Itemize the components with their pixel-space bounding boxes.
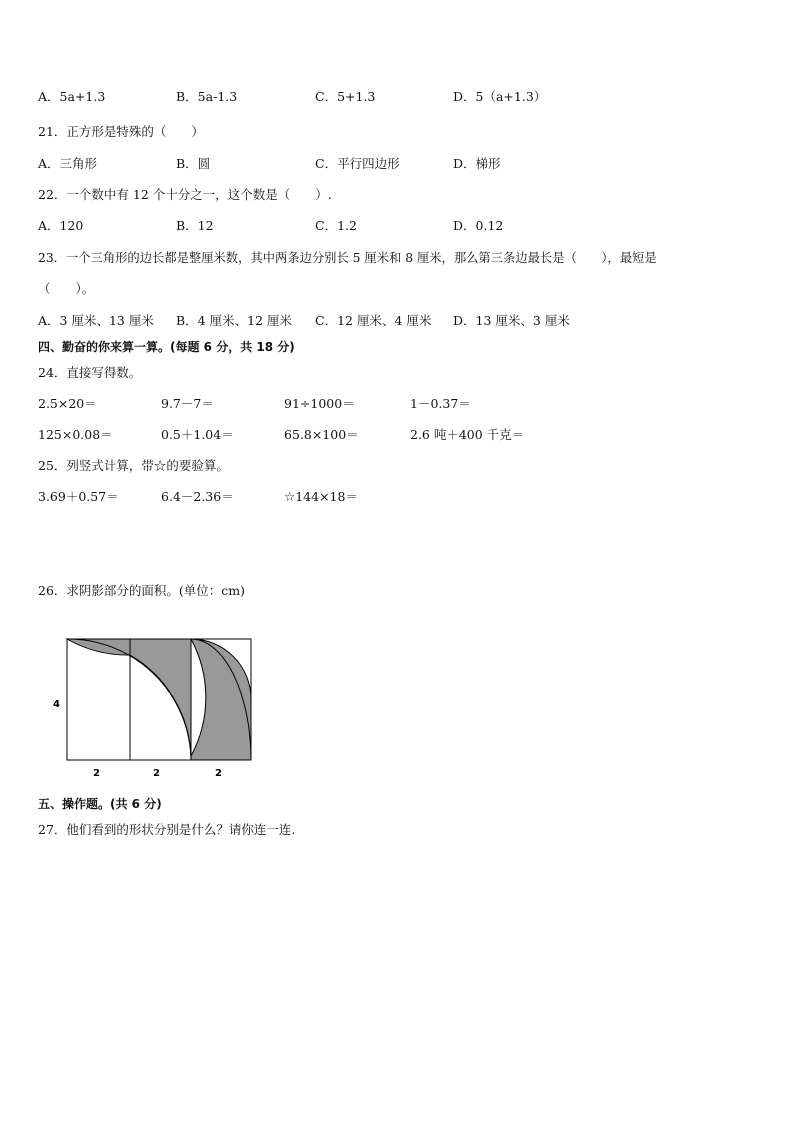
q25-item: ☆144×18＝ <box>284 489 358 504</box>
q21-option-a: A．三角形 <box>38 156 98 171</box>
section5-title: 五、操作题。(共 6 分) <box>38 797 162 811</box>
q20-option-d: D．5（a+1.3） <box>453 89 547 104</box>
q24-item: 65.8×100＝ <box>284 427 359 442</box>
q25-item: 3.69＋0.57＝ <box>38 489 119 504</box>
width-label: 2 <box>215 768 222 779</box>
q24-item: 91÷1000＝ <box>284 396 355 411</box>
q21-option-b: B．圆 <box>176 156 211 171</box>
q22-option-b: B．12 <box>176 218 214 233</box>
q21-stem: 21．正方形是特殊的（ ） <box>38 124 204 139</box>
shaded-region <box>130 639 191 756</box>
shaded-region <box>191 639 251 760</box>
q23-option-a: A．3 厘米、13 厘米 <box>38 313 154 328</box>
q24-stem: 24．直接写得数。 <box>38 365 142 380</box>
q27-stem: 27．他们看到的形状分别是什么？请你连一连. <box>38 822 296 837</box>
q22-option-c: C．1.2 <box>315 218 357 233</box>
section4-title: 四、勤奋的你来算一算。(每题 6 分，共 18 分) <box>38 340 295 354</box>
width-label: 2 <box>93 768 100 779</box>
q24-item: 0.5＋1.04＝ <box>161 427 234 442</box>
q23-option-d: D．13 厘米、3 厘米 <box>453 313 570 328</box>
q22-option-d: D．0.12 <box>453 218 504 233</box>
q25-stem: 25．列竖式计算，带☆的要验算。 <box>38 458 229 473</box>
height-label: 4 <box>53 699 60 710</box>
q26-figure <box>45 630 275 780</box>
shaded-region <box>67 639 130 655</box>
q24-item: 1－0.37＝ <box>410 396 471 411</box>
q26-stem: 26．求阴影部分的面积。(单位：cm) <box>38 583 246 598</box>
q24-item: 125×0.08＝ <box>38 427 113 442</box>
q20-option-a: A．5a+1.3 <box>38 89 106 104</box>
q23-option-b: B．4 厘米、12 厘米 <box>176 313 292 328</box>
q25-item: 6.4－2.36＝ <box>161 489 234 504</box>
q23-stem-line1: 23．一个三角形的边长都是整厘米数，其中两条边分别长 5 厘米和 8 厘米，那么第三条边最长是（ ），最短是 <box>38 251 657 265</box>
width-label: 2 <box>153 768 160 779</box>
q22-stem: 22．一个数中有 12 个十分之一，这个数是（ ）. <box>38 187 332 202</box>
q24-item: 9.7－7＝ <box>161 396 214 411</box>
q23-stem-line2: （ ）。 <box>38 281 95 296</box>
q21-option-c: C．平行四边形 <box>315 156 400 171</box>
q20-option-b: B．5a-1.3 <box>176 89 238 104</box>
q22-option-a: A．120 <box>38 218 84 233</box>
q23-option-c: C．12 厘米、4 厘米 <box>315 313 432 328</box>
q24-item: 2.6 吨＋400 千克＝ <box>410 427 525 442</box>
q24-item: 2.5×20＝ <box>38 396 97 411</box>
q21-option-d: D．梯形 <box>453 156 501 171</box>
q20-option-c: C．5+1.3 <box>315 89 376 104</box>
